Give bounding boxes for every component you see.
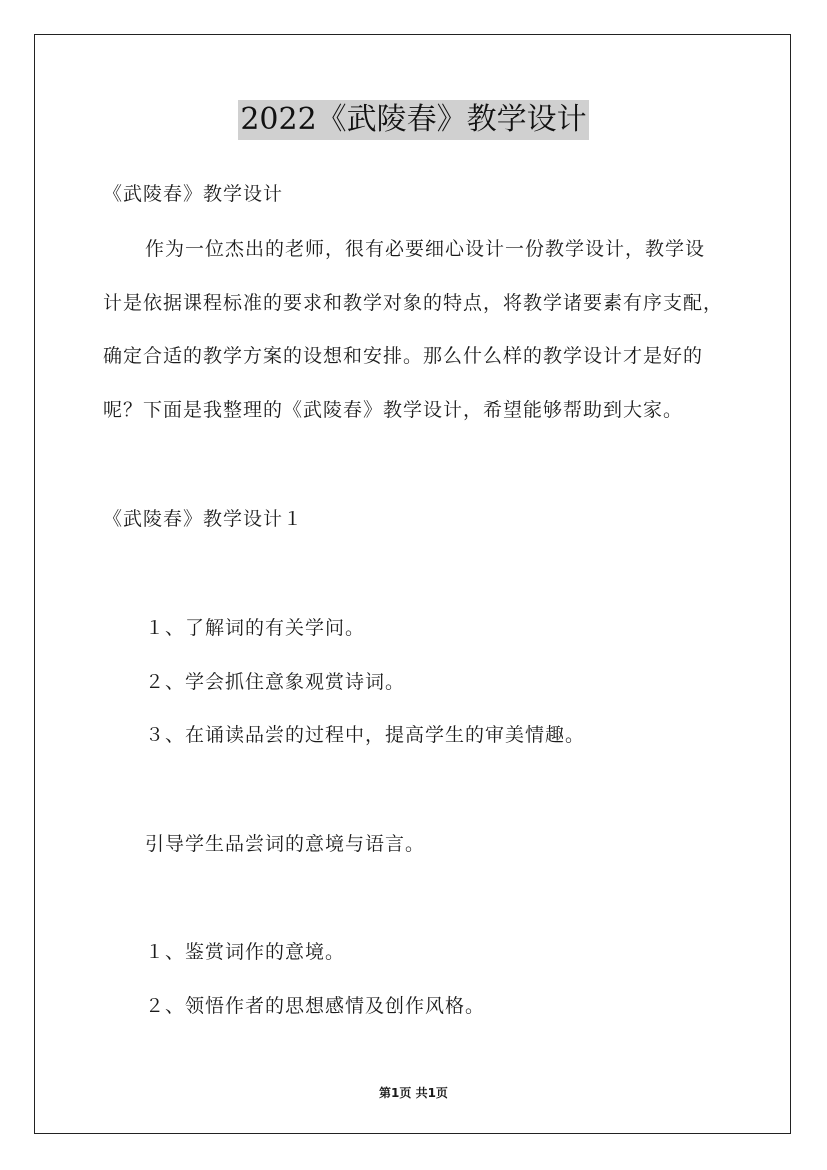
difficulty-item-2: ２、领悟作者的思想感情及创作风格。 [145, 995, 486, 1017]
intro-line-4: 呢？下面是我整理的《武陵春》教学设计，希望能够帮助到大家。 [103, 399, 684, 421]
key-point: 引导学生品尝词的意境与语言。 [145, 833, 426, 855]
section-heading: 《武陵春》教学设计１ [103, 508, 304, 530]
page-footer: 第1页 共1页 [379, 1086, 448, 1100]
intro-line-2: 计是依据课程标准的要求和教学对象的特点，将教学诸要素有序支配， [103, 292, 724, 314]
intro-line-1: 作为一位杰出的老师，很有必要细心设计一份教学设计，教学设 [145, 238, 706, 260]
difficulty-item-1: １、鉴赏词作的意境。 [145, 941, 346, 963]
subtitle: 《武陵春》教学设计 [103, 183, 284, 205]
title-container [0, 100, 827, 140]
intro-line-3: 确定合适的教学方案的设想和安排。那么什么样的教学设计才是好的 [103, 345, 704, 367]
objective-item-1: １、了解词的有关学问。 [145, 617, 366, 639]
objective-item-2: ２、学会抓住意象观赏诗词。 [145, 671, 406, 693]
objective-item-3: ３、在诵读品尝的过程中，提高学生的审美情趣。 [145, 724, 586, 746]
document-title: 2022《武陵春》教学设计 [238, 100, 588, 140]
